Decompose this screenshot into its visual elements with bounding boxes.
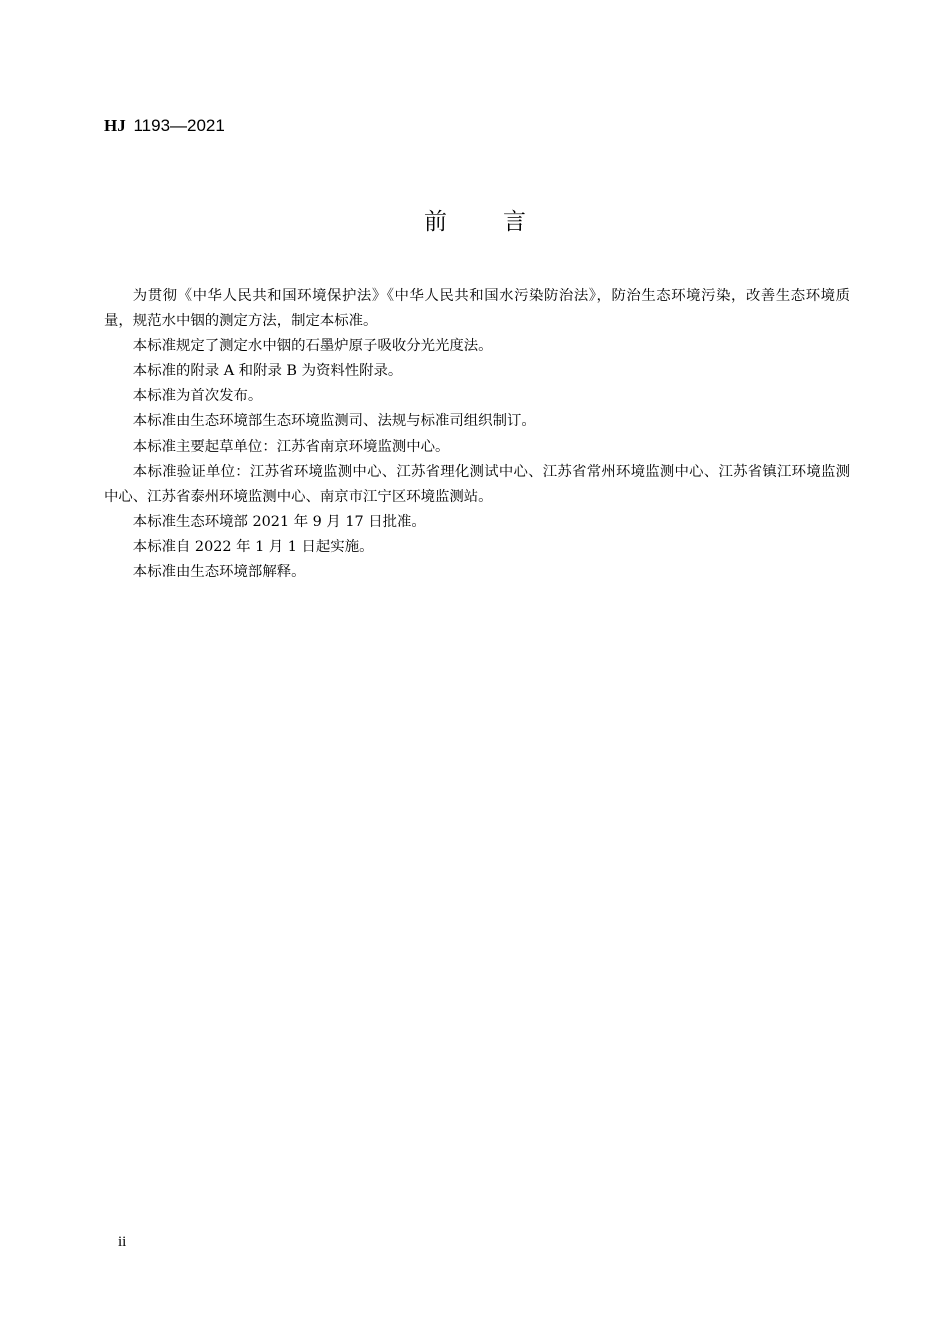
standard-code-prefix: HJ bbox=[104, 116, 126, 135]
paragraph-scope: 本标准规定了测定水中铟的石墨炉原子吸收分光光度法。 bbox=[132, 338, 493, 355]
standard-code-number: 1193—2021 bbox=[133, 116, 225, 135]
paragraph-organizer: 本标准由生态环境部生态环境监测司、法规与标准司组织制订。 bbox=[132, 413, 536, 430]
page-title: 前言 bbox=[424, 209, 582, 235]
paragraph-effective-date: 本标准自 2022 年 1 月 1 日起实施。 bbox=[132, 538, 374, 555]
paragraph-approval-date: 本标准生态环境部 2021 年 9 月 17 日批准。 bbox=[132, 513, 426, 530]
standard-code-header bbox=[104, 116, 225, 136]
foreword-body bbox=[104, 284, 850, 585]
page-number: ii bbox=[118, 1234, 127, 1250]
paragraph-purpose: 为贯彻《中华人民共和国环境保护法》《中华人民共和国水污染防治法》，防治生态环境污染，改善生态环境质量，规范水中铟的测定方法，制定本标准。 bbox=[104, 288, 850, 330]
paragraph-appendices: 本标准的附录 A 和附录 B 为资料性附录。 bbox=[132, 363, 403, 380]
paragraph-interpretation: 本标准由生态环境部解释。 bbox=[132, 564, 306, 581]
paragraph-verification-units: 本标准验证单位：江苏省环境监测中心、江苏省理化测试中心、江苏省常州环境监测中心、江苏省镇江环境监测中心、江苏省泰州环境监测中心、南京市江宁区环境监测站。 bbox=[104, 463, 850, 505]
paragraph-first-release: 本标准为首次发布。 bbox=[132, 388, 263, 405]
paragraph-drafting-unit: 本标准主要起草单位：江苏省南京环境监测中心。 bbox=[132, 438, 450, 455]
